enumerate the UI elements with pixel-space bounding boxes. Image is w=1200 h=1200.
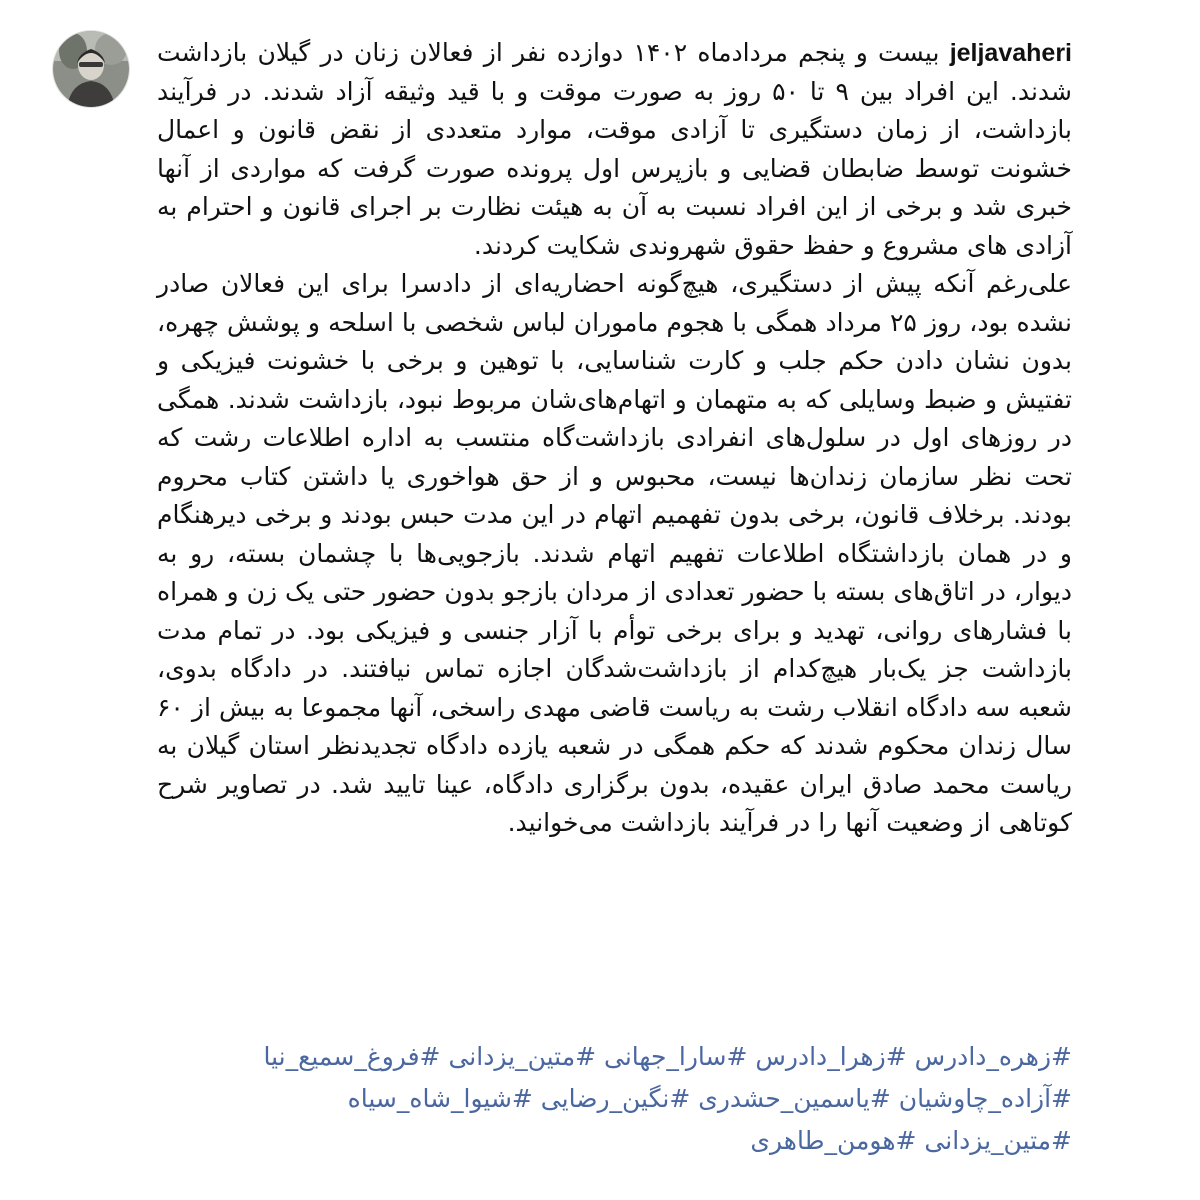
hashtag-list: [157, 1036, 1072, 1162]
hashtag-link[interactable]: #متین_یزدانی: [924, 1126, 1072, 1155]
hashtag-link[interactable]: #زهره_دادرس: [914, 1042, 1072, 1071]
hashtag-link[interactable]: #هومن_طاهری: [750, 1126, 917, 1155]
hashtag-link[interactable]: #متین_یزدانی: [448, 1042, 597, 1071]
hashtag-link[interactable]: #فروغ_سمیع_نیا: [263, 1042, 441, 1071]
caption-first-line: بیست و پنجم مردادماه ۱۴۰۲ دوازده نفر از فعالان زنان در گیلان: [257, 38, 940, 67]
hashtag-link[interactable]: #نگین_رضایی: [540, 1084, 691, 1113]
caption-paragraph-1: [157, 34, 1072, 265]
caption-paragraph-2: علی‌رغم آنکه پیش از دستگیری، هیچ‌گونه احضاریه‌ای از دادسرا برای این فعالان صادر نشده بود، روز ۲۵ مرداد همگی با هجوم ماموران لباس شخصی با اسلحه و پوشش چهره، بدون نشان دادن حکم جلب و کارت شناسایی، با توهین و برخی با خشونت فیزیکی و تفتیش و ضبط وسایلی که به متهمان و اتهام‌های‌شان مربوط نبود، بازداشت شدند. همگی در روزهای اول در سلول‌های انفرادی بازداشت‌گاه منتسب به اداره اطلاعات رشت که تحت نظر سازمان زندان‌ها نیست، محبوس و از حق هواخوری یا داشتن کتاب محروم بودند. برخلاف قانون، برخی بدون تفهمیم اتهام در این مدت حبس بودند و برخی دیرهنگام و در همان بازداشتگاه اطلاعات تفهیم اتهام شدند. بازجویی‌ها با چشمان بسته، رو به دیوار، در اتاق‌های بسته با حضور تعدادی از مردان بازجو بدون حضور حتی یک زن و همراه با فشارهای روانی، تهدید و برای برخی توأم با آزار جنسی و فیزیکی بود. در تمام مدت بازداشت جز یک‌بار هیچ‌کدام از بازداشت‌شدگان اجازه تماس نیافتند. در دادگاه بدوی، شعبه سه دادگاه انقلاب رشت به ریاست قاضی مهدی راسخی، آنها مجموعا به بیش از ۶۰ سال زندان محکوم شدند که حکم همگی در شعبه یازده دادگاه تجدیدنظر استان گیلان به ریاست محمد صادق ایران عقیده، بدون برگزاری دادگاه، عینا تایید شد. در تصاویر شرح کوتاهی از وضعیت آنها را در فرآیند بازداشت می‌خوانید.: [157, 269, 1072, 837]
caption-paragraph-1-rest: بازداشت شدند. این افراد بین ۹ تا ۵۰ روز به صورت موقت و با قید وثیقه آزاد شدند. در فرآیند بازداشت، از زمان دستگیری تا آزادی موقت، موارد متعددی از نقض قانون و اعمال خشونت توسط ضابطان قضایی و بازپرس اول پرونده صورت گرفت که مواردی از آنها خبری شد و برخی از این افراد نسبت به آن به هیئت نظارت بر اجرای قانون و احترام به آزادی های مشروع و حفظ حقوق شهروندی شکایت کردند.: [157, 38, 1072, 260]
hashtag-link[interactable]: #سارا_جهانی: [604, 1042, 748, 1071]
post-caption: [157, 34, 1072, 843]
hashtag-link[interactable]: #آزاده_چاوشیان: [898, 1084, 1072, 1113]
hashtag-link[interactable]: #یاسمین_حشدری: [698, 1084, 891, 1113]
avatar[interactable]: [52, 30, 130, 108]
hashtag-link[interactable]: #شیوا_شاه_سیاه: [347, 1084, 533, 1113]
hashtag-link[interactable]: #زهرا_دادرس: [755, 1042, 907, 1071]
username-link[interactable]: jeljavaheri: [949, 39, 1072, 67]
profile-photo-icon: [53, 31, 129, 107]
